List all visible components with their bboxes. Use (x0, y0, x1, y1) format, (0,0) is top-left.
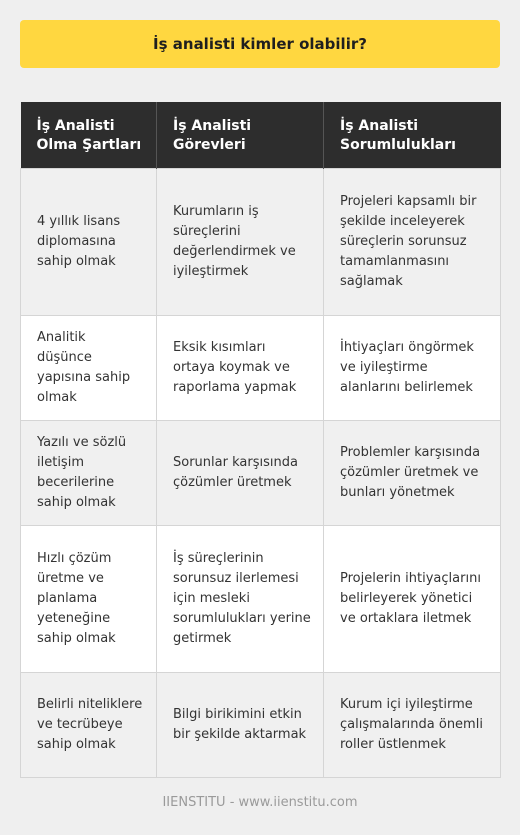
table-cell: 4 yıllık lisans diplomasına sahip olmak (21, 169, 157, 316)
table-cell: Kurum içi iyileştirme çalışmalarında önemli roller üstlenmek (324, 673, 501, 778)
column-header-duties: İş Analisti Görevleri (157, 102, 324, 169)
table-cell: İhtiyaçları öngörmek ve iyileştirme alanlarını belirlemek (324, 316, 501, 421)
table-cell: Kurumların iş süreçlerini değerlendirmek ve iyileştirmek (157, 169, 324, 316)
analyst-table (20, 102, 501, 778)
table-cell: Problemler karşısında çözümler üretmek ve bunları yönetmek (324, 421, 501, 526)
table-row (21, 526, 501, 673)
table-cell: Analitik düşünce yapısına sahip olmak (21, 316, 157, 421)
table-header-row (21, 102, 501, 169)
table-cell: Belirli niteliklere ve tecrübeye sahip olmak (21, 673, 157, 778)
table-cell: Yazılı ve sözlü iletişim becerilerine sahip olmak (21, 421, 157, 526)
footer-credit: IIENSTITU - www.iienstitu.com (162, 795, 358, 810)
table-cell: Hızlı çözüm üretme ve planlama yeteneğine sahip olmak (21, 526, 157, 673)
table-cell: İş süreçlerinin sorunsuz ilerlemesi için mesleki sorumlulukları yerine getirmek (157, 526, 324, 673)
table-row (21, 673, 501, 778)
table-row (21, 169, 501, 316)
page-title: İş analisti kimler olabilir? (153, 35, 367, 53)
table-cell: Projeleri kapsamlı bir şekilde inceleyerek süreçlerin sorunsuz tamamlanmasını sağlamak (324, 169, 501, 316)
table-cell: Projelerin ihtiyaçlarını belirleyerek yönetici ve ortaklara iletmek (324, 526, 501, 673)
table-cell: Bilgi birikimini etkin bir şekilde aktarmak (157, 673, 324, 778)
column-header-responsibilities: İş Analisti Sorumlulukları (324, 102, 501, 169)
table-row (21, 316, 501, 421)
table-row (21, 421, 501, 526)
table-cell: Sorunlar karşısında çözümler üretmek (157, 421, 324, 526)
column-header-requirements: İş Analisti Olma Şartları (21, 102, 157, 169)
table-cell: Eksik kısımları ortaya koymak ve raporlama yapmak (157, 316, 324, 421)
title-banner (20, 20, 500, 68)
